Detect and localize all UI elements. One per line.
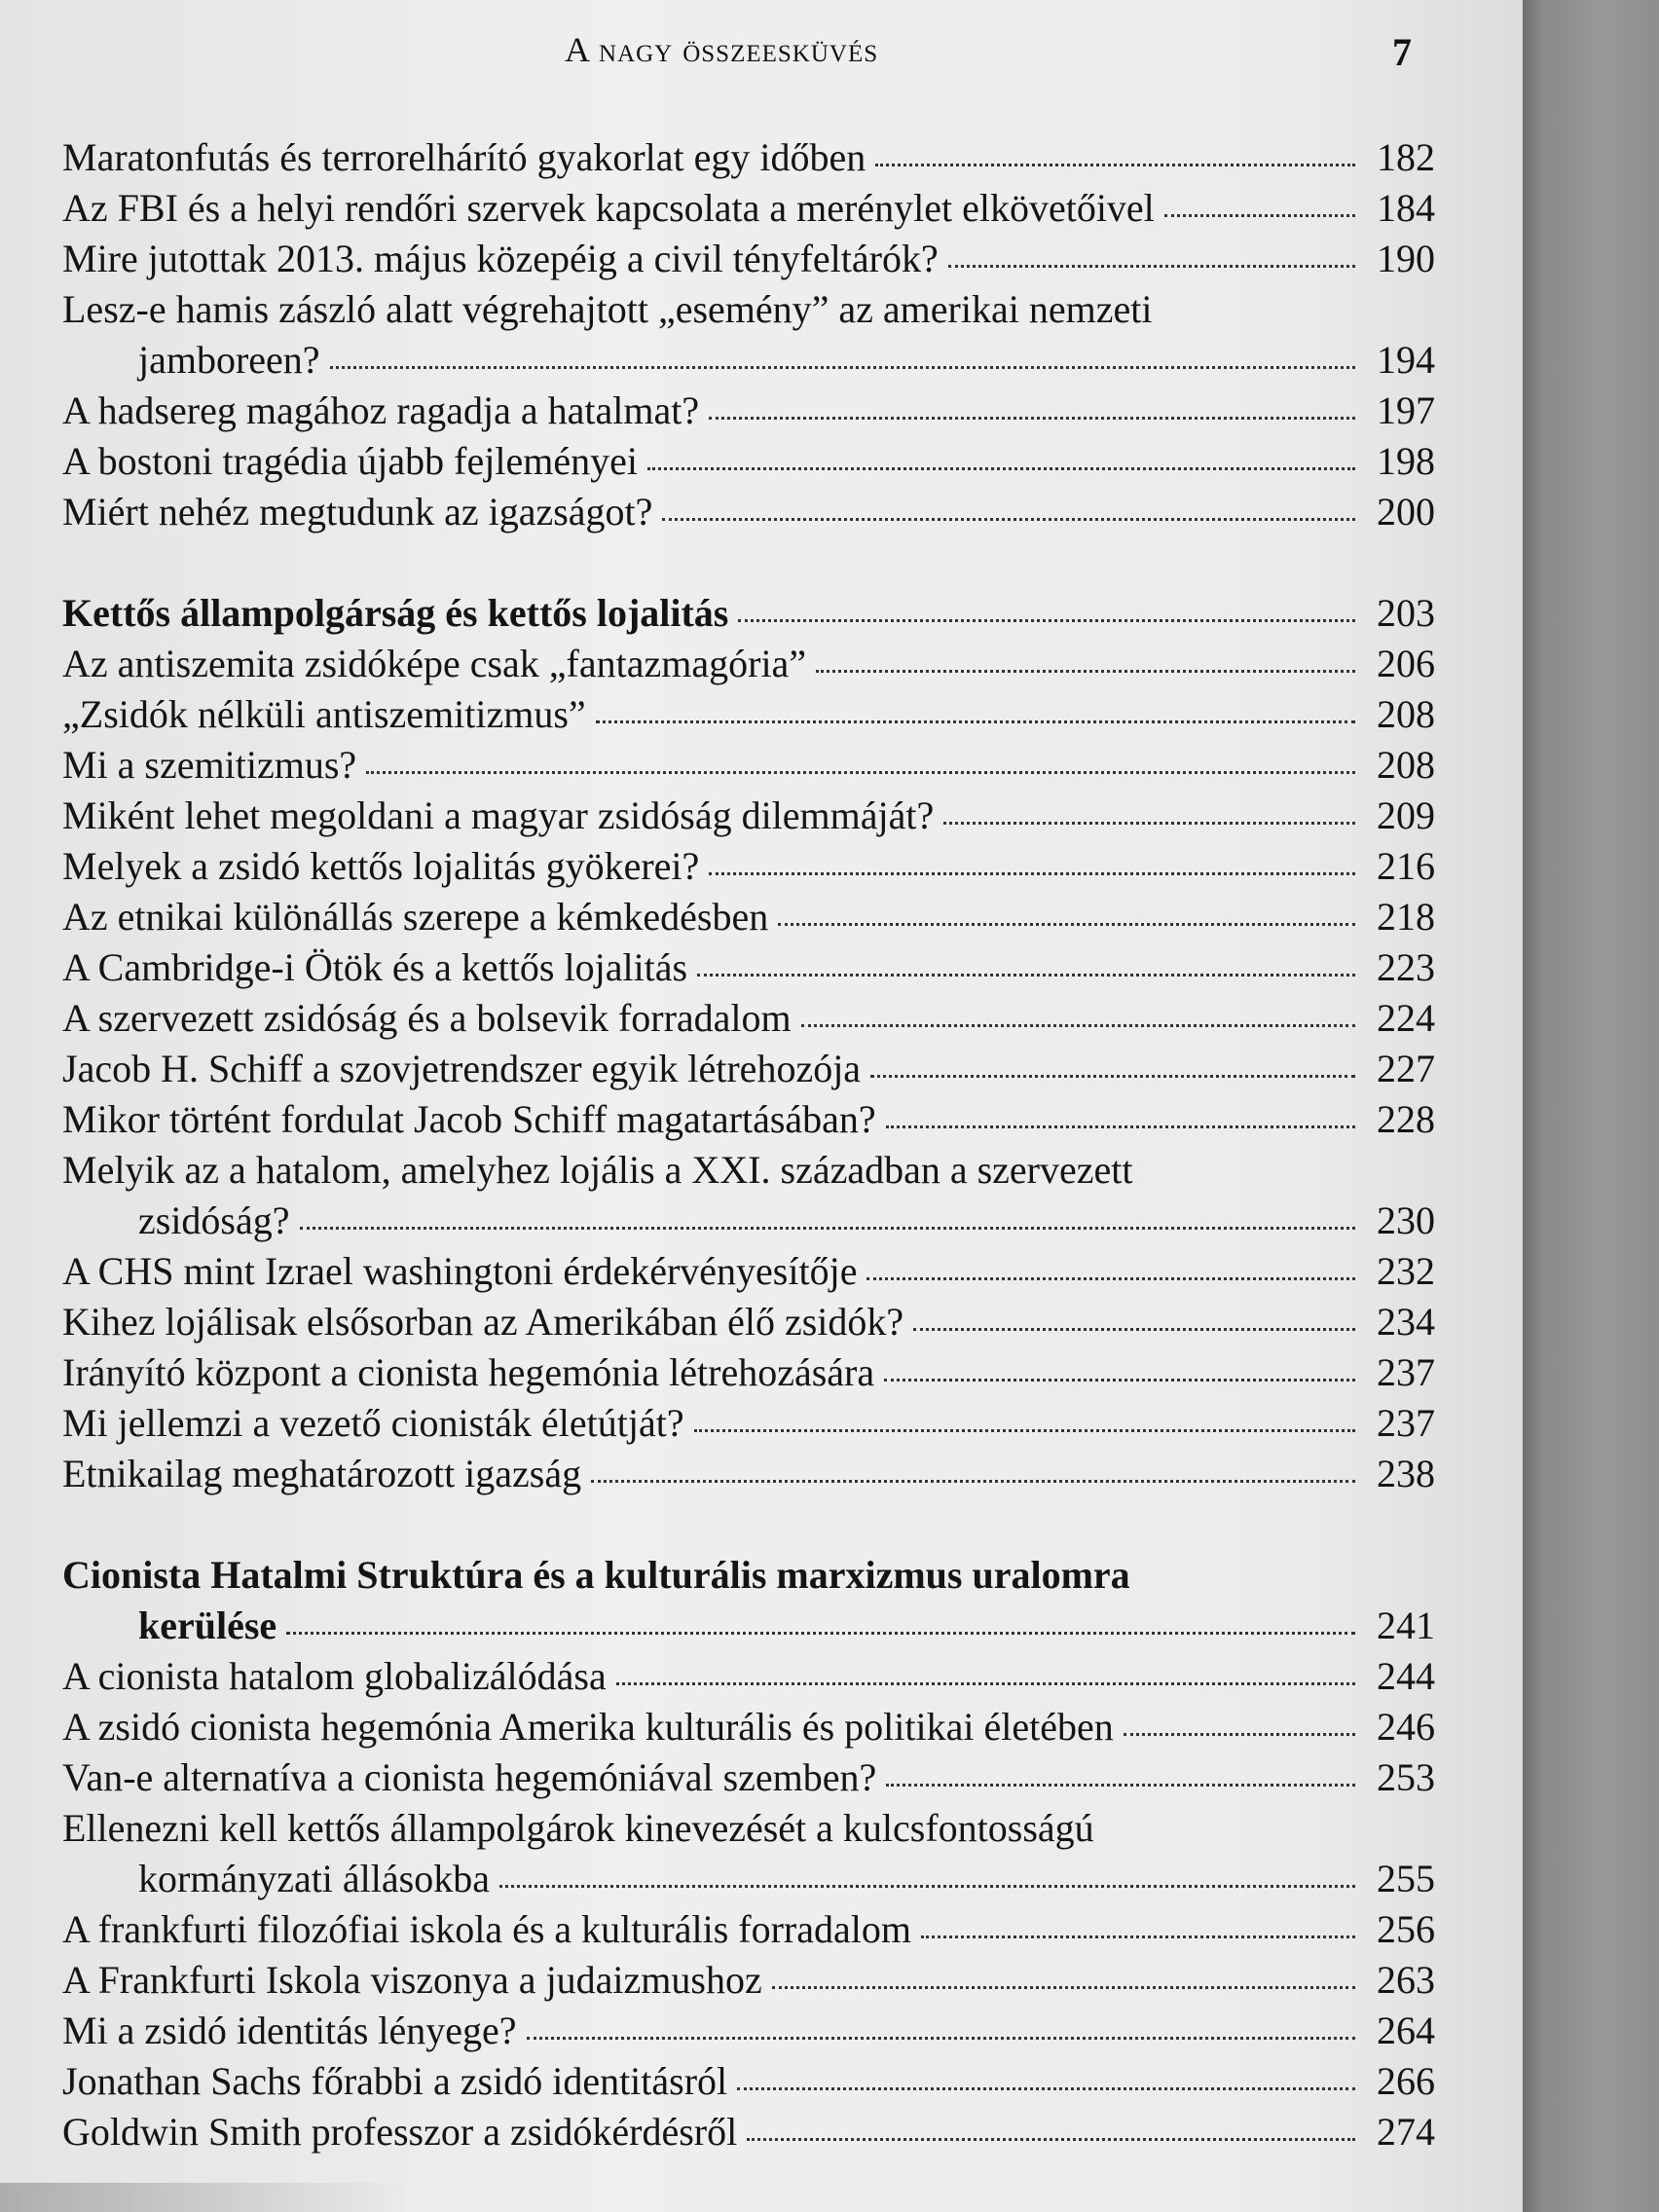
- dot-leader: [870, 1075, 1355, 1078]
- toc-entry: [62, 1704, 1435, 1754]
- toc-heading-title: Kettős állampolgárság és kettős lojalitás: [62, 591, 729, 635]
- dot-leader: [886, 1125, 1355, 1128]
- toc-entry-page: 237: [1377, 1401, 1435, 1445]
- dot-leader: [747, 2138, 1355, 2141]
- toc-entry-page: 206: [1377, 642, 1435, 685]
- dot-leader: [875, 164, 1355, 166]
- toc-entry-title: A zsidó cionista hegemónia Amerika kulturális és politikai életében: [62, 1705, 1114, 1749]
- dot-leader: [913, 1328, 1355, 1331]
- dot-leader: [709, 872, 1355, 875]
- toc-entry: [62, 337, 1435, 387]
- dot-leader: [300, 1227, 1355, 1230]
- toc-heading-title: Cionista Hatalmi Struktúra és a kulturális marxizmus uralomra: [62, 1553, 1130, 1597]
- toc-heading-page: 241: [1377, 1604, 1435, 1647]
- toc-entry-page: 232: [1377, 1249, 1435, 1293]
- dot-leader: [694, 1429, 1355, 1432]
- toc-entry-title: A cionista hatalom globalizálódása: [62, 1654, 607, 1698]
- toc-entry-page: 208: [1377, 743, 1435, 787]
- toc-entry-title: A hadsereg magához ragadja a hatalmat?: [62, 388, 700, 432]
- toc-entry-title: Miként lehet megoldani a magyar zsidóság dilemmáját?: [62, 793, 935, 837]
- toc-entry-title: Mi jellemzi a vezető cionisták életútját?: [62, 1401, 684, 1445]
- dot-leader: [697, 974, 1355, 977]
- toc-entry-page: 198: [1377, 439, 1435, 483]
- dot-leader: [330, 366, 1355, 369]
- toc-entry-title: A frankfurti filozófiai iskola és a kulturális forradalom: [62, 1907, 911, 1951]
- bottom-edge-shadow: [0, 2183, 409, 2212]
- toc-entry: [62, 387, 1435, 438]
- toc-entry-page: 197: [1377, 388, 1435, 432]
- toc-entry: [62, 2109, 1435, 2159]
- dot-leader: [886, 1784, 1355, 1787]
- toc-entry-title: Van-e alternatíva a cionista hegemóniával szemben?: [62, 1755, 877, 1799]
- toc-entry-title: Mi a szemitizmus?: [62, 743, 357, 787]
- running-head: [0, 29, 1523, 88]
- toc-entry-page: 224: [1377, 996, 1435, 1040]
- toc-entry-page: 264: [1377, 2009, 1435, 2052]
- toc-entry: [62, 1299, 1435, 1349]
- toc-entry: [62, 691, 1435, 742]
- toc-entry-page: 255: [1377, 1857, 1435, 1900]
- toc-entry: [62, 1096, 1435, 1147]
- toc-heading-page: 203: [1377, 591, 1435, 635]
- dot-leader: [616, 1682, 1355, 1685]
- toc-entry: [62, 489, 1435, 539]
- toc-entry-title: Maratonfutás és terrorelhárító gyakorlat egy időben: [62, 135, 866, 179]
- dot-leader: [801, 1024, 1355, 1027]
- section-gap: [62, 539, 1435, 590]
- toc-entry-page: 263: [1377, 1958, 1435, 2002]
- toc-entry-title: Kihez lojálisak elsősorban az Amerikában élő zsidók?: [62, 1300, 904, 1344]
- toc-entry-page: 184: [1377, 186, 1435, 230]
- dot-leader: [866, 1277, 1355, 1280]
- page-number: 7: [1392, 30, 1412, 74]
- toc-entry: [62, 1248, 1435, 1299]
- toc-entry-title: Az antiszemita zsidóképe csak „fantazmagória”: [62, 642, 807, 685]
- toc-entry-title-cont: zsidóság?: [138, 1198, 290, 1242]
- toc-entry: [62, 1046, 1435, 1096]
- toc-entry: [62, 995, 1435, 1046]
- toc-entry-page: 216: [1377, 844, 1435, 888]
- toc-entry-page: 237: [1377, 1350, 1435, 1394]
- toc-entry-page: 253: [1377, 1755, 1435, 1799]
- toc-entry-title: Mire jutottak 2013. május közepéig a civil tényfeltárók?: [62, 237, 939, 280]
- toc-entry: [62, 236, 1435, 286]
- toc-heading-title-cont: kerülése: [138, 1604, 277, 1647]
- dot-leader: [527, 2037, 1355, 2040]
- toc-entry: [62, 1653, 1435, 1704]
- toc-entry-title: Jacob H. Schiff a szovjetrendszer egyik létrehozója: [62, 1047, 862, 1090]
- toc-entry-page: 266: [1377, 2059, 1435, 2103]
- dot-leader: [499, 1885, 1355, 1888]
- toc-entry-title: Melyek a zsidó kettős lojalitás gyökerei?: [62, 844, 700, 888]
- toc-entry-page: 194: [1377, 338, 1435, 382]
- dot-leader: [647, 467, 1355, 470]
- toc-entry-page: 190: [1377, 237, 1435, 280]
- toc-entry-title: A CHS mint Izrael washingtoni érdekérvényesítője: [62, 1249, 858, 1293]
- dot-leader: [286, 1632, 1355, 1635]
- toc-entry-title: Ellenezni kell kettős állampolgárok kinevezését a kulcsfontosságú: [62, 1806, 1094, 1850]
- dot-leader: [591, 1480, 1355, 1483]
- toc-entry: [62, 1400, 1435, 1451]
- dot-leader: [366, 771, 1355, 774]
- toc-entry: [62, 185, 1435, 236]
- dot-leader: [921, 1936, 1355, 1938]
- toc-entry-page: 200: [1377, 490, 1435, 534]
- toc-entry-title: A Cambridge-i Ötök és a kettős lojalitás: [62, 945, 688, 989]
- toc-entry-title: Melyik az a hatalom, amelyhez lojális a XXI. században a szervezett: [62, 1148, 1133, 1192]
- toc-entry-title: Lesz-e hamis zászló alatt végrehajtott „esemény” az amerikai nemzeti: [62, 287, 1153, 331]
- toc-entry: [62, 438, 1435, 489]
- adjacent-page-edge: [1523, 0, 1659, 2212]
- dot-leader: [662, 518, 1355, 521]
- dot-leader: [596, 720, 1355, 723]
- toc-entry: [62, 843, 1435, 894]
- toc-entry-page: 274: [1377, 2110, 1435, 2154]
- dot-leader: [737, 2087, 1355, 2090]
- toc-entry-title: A bostoni tragédia újabb fejleményei: [62, 439, 638, 483]
- toc-entry: [62, 2008, 1435, 2058]
- toc-entry: [62, 944, 1435, 995]
- toc-entry: [62, 742, 1435, 793]
- dot-leader: [772, 1986, 1355, 1989]
- toc-entry: [62, 1957, 1435, 2008]
- toc-entry: [62, 641, 1435, 691]
- toc-entry-title: Goldwin Smith professzor a zsidókérdésről: [62, 2110, 738, 2154]
- toc-entry: [62, 1349, 1435, 1400]
- toc-entry-title: Etnikailag meghatározott igazság: [62, 1452, 582, 1495]
- toc-entry-page: 227: [1377, 1047, 1435, 1090]
- dot-leader: [738, 619, 1355, 622]
- dot-leader: [948, 265, 1355, 268]
- toc-entry-title: A szervezett zsidóság és a bolsevik forradalom: [62, 996, 792, 1040]
- toc-entry-title: Miért nehéz megtudunk az igazságot?: [62, 490, 653, 534]
- dot-leader: [816, 670, 1355, 673]
- toc-entry-title: A Frankfurti Iskola viszonya a judaizmushoz: [62, 1958, 762, 2002]
- dot-leader: [943, 822, 1355, 825]
- toc-entry: [62, 134, 1435, 185]
- toc-entry: [62, 1198, 1435, 1248]
- toc-entry: [62, 1906, 1435, 1957]
- toc-entry-page: 218: [1377, 895, 1435, 939]
- dot-leader: [778, 923, 1355, 926]
- table-of-contents: [62, 134, 1435, 2159]
- toc-entry-title: Mi a zsidó identitás lényege?: [62, 2009, 517, 2052]
- toc-entry: [62, 1451, 1435, 1501]
- toc-entry-title-cont: jamboreen?: [138, 338, 320, 382]
- toc-entry: [62, 894, 1435, 944]
- dot-leader: [1124, 1733, 1355, 1736]
- toc-section-heading: [62, 590, 1435, 641]
- book-title: A nagy összeesküvés: [565, 30, 879, 69]
- toc-entry-page: 234: [1377, 1300, 1435, 1344]
- toc-entry-page: 208: [1377, 692, 1435, 736]
- toc-entry: [62, 1754, 1435, 1805]
- dot-leader: [709, 417, 1355, 420]
- toc-entry-page: 256: [1377, 1907, 1435, 1951]
- toc-entry-page: 182: [1377, 135, 1435, 179]
- toc-entry: [62, 793, 1435, 843]
- toc-entry-title: Az FBI és a helyi rendőri szervek kapcsolata a merénylet elkövetőivel: [62, 186, 1155, 230]
- toc-entry-title-cont: kormányzati állásokba: [138, 1857, 490, 1900]
- section-gap: [62, 1501, 1435, 1552]
- toc-entry-page: 209: [1377, 793, 1435, 837]
- toc-entry-page: 246: [1377, 1705, 1435, 1749]
- toc-entry-page: 244: [1377, 1654, 1435, 1698]
- dot-leader: [884, 1379, 1355, 1382]
- toc-section-heading: [62, 1603, 1435, 1653]
- toc-entry-title: Irányító központ a cionista hegemónia létrehozására: [62, 1350, 875, 1394]
- toc-entry-title: Mikor történt fordulat Jacob Schiff magatartásában?: [62, 1097, 876, 1141]
- toc-entry: [62, 1856, 1435, 1906]
- toc-entry-title: „Zsidók nélküli antiszemitizmus”: [62, 692, 586, 736]
- toc-entry-page: 230: [1377, 1198, 1435, 1242]
- toc-entry-page: 228: [1377, 1097, 1435, 1141]
- toc-entry-page: 223: [1377, 945, 1435, 989]
- toc-entry-title: Jonathan Sachs főrabbi a zsidó identitásról: [62, 2059, 728, 2103]
- toc-entry-page: 238: [1377, 1452, 1435, 1495]
- dot-leader: [1164, 214, 1355, 217]
- toc-entry-title: Az etnikai különállás szerepe a kémkedésben: [62, 895, 769, 939]
- toc-entry: [62, 2058, 1435, 2109]
